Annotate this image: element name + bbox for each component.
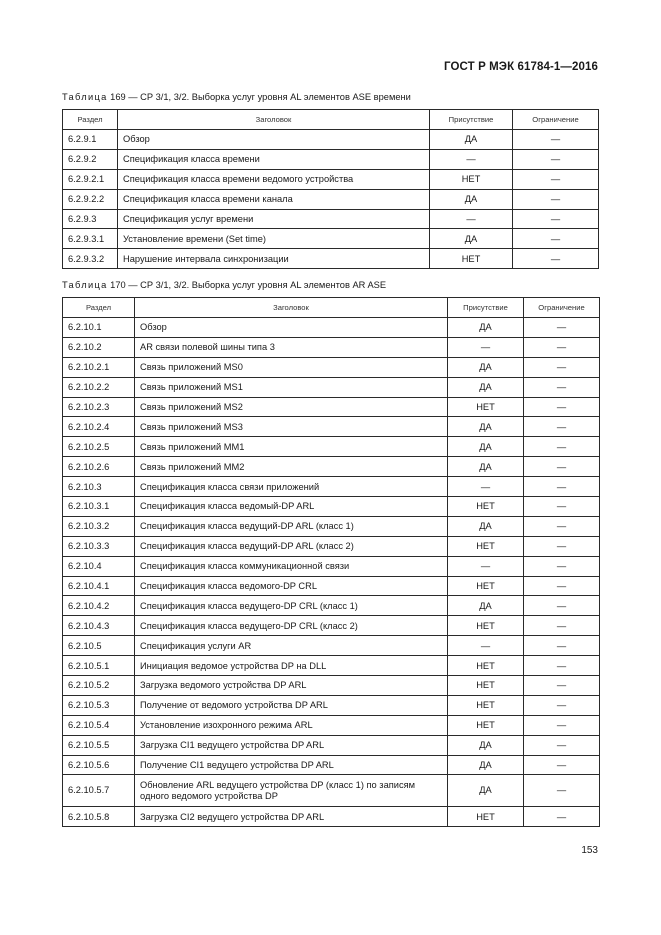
cell-presence: — bbox=[448, 556, 524, 576]
cell-restriction: — bbox=[524, 576, 600, 596]
cell-presence: ДА bbox=[430, 189, 513, 209]
cell-title: Установление изохронного режима ARL bbox=[135, 715, 448, 735]
table-row bbox=[63, 596, 600, 616]
cell-presence: ДА bbox=[448, 417, 524, 437]
table-169-caption bbox=[62, 92, 411, 102]
table-row bbox=[63, 437, 600, 457]
cell-restriction: — bbox=[524, 516, 600, 536]
cell-title: Спецификация класса времени ведомого устройства bbox=[118, 169, 430, 189]
cell-presence: НЕТ bbox=[448, 807, 524, 827]
cell-section: 6.2.9.2.1 bbox=[63, 169, 118, 189]
cell-presence: НЕТ bbox=[430, 249, 513, 269]
table-row bbox=[63, 169, 599, 189]
cell-title: Спецификация класса времени канала bbox=[118, 189, 430, 209]
table-row bbox=[63, 477, 600, 497]
cell-title: Спецификация услуг времени bbox=[118, 209, 430, 229]
cell-presence: ДА bbox=[448, 755, 524, 775]
table-row bbox=[63, 735, 600, 755]
cell-presence: ДА bbox=[448, 516, 524, 536]
table-169-caption-text: 169 — СР 3/1, 3/2. Выборка услуг уровня AL элементов ASE времени bbox=[107, 92, 411, 102]
cell-title: Спецификация класса ведущий-DP ARL (класс 1) bbox=[135, 516, 448, 536]
cell-restriction: — bbox=[513, 209, 599, 229]
table-169-body bbox=[63, 130, 599, 269]
cell-restriction: — bbox=[524, 318, 600, 338]
cell-title: Обзор bbox=[135, 318, 448, 338]
table-169 bbox=[62, 109, 599, 269]
cell-presence: НЕТ bbox=[448, 616, 524, 636]
table-170-caption-prefix: Таблица bbox=[62, 280, 108, 290]
cell-section: 6.2.10.2.6 bbox=[63, 457, 135, 477]
cell-presence: ДА bbox=[448, 775, 524, 807]
cell-restriction: — bbox=[524, 497, 600, 517]
cell-title: Инициация ведомое устройства DP на DLL bbox=[135, 656, 448, 676]
column-header-presence: Присутствие bbox=[430, 110, 513, 130]
table-row bbox=[63, 516, 600, 536]
cell-title: Спецификация класса ведомого-DP CRL bbox=[135, 576, 448, 596]
cell-presence: НЕТ bbox=[448, 676, 524, 696]
table-row bbox=[63, 556, 600, 576]
cell-section: 6.2.10.2.5 bbox=[63, 437, 135, 457]
cell-restriction: — bbox=[513, 130, 599, 150]
table-row bbox=[63, 636, 600, 656]
cell-restriction: — bbox=[524, 775, 600, 807]
table-row bbox=[63, 775, 600, 807]
table-row bbox=[63, 337, 600, 357]
table-169-caption-prefix: Таблица bbox=[62, 92, 108, 102]
table-row bbox=[63, 189, 599, 209]
cell-title: Установление времени (Set time) bbox=[118, 229, 430, 249]
cell-section: 6.2.10.3 bbox=[63, 477, 135, 497]
table-row bbox=[63, 807, 600, 827]
cell-restriction: — bbox=[524, 536, 600, 556]
cell-title: Спецификация класса ведущего-DP CRL (класс 1) bbox=[135, 596, 448, 616]
cell-title: Связь приложений MM1 bbox=[135, 437, 448, 457]
cell-section: 6.2.10.5.3 bbox=[63, 695, 135, 715]
cell-section: 6.2.10.4 bbox=[63, 556, 135, 576]
column-header-section: Раздел bbox=[63, 110, 118, 130]
column-header-restriction: Ограничение bbox=[524, 298, 600, 318]
cell-restriction: — bbox=[513, 249, 599, 269]
table-row bbox=[63, 497, 600, 517]
cell-title: Связь приложений MS1 bbox=[135, 377, 448, 397]
cell-presence: — bbox=[448, 477, 524, 497]
cell-section: 6.2.10.2.2 bbox=[63, 377, 135, 397]
cell-section: 6.2.10.5.8 bbox=[63, 807, 135, 827]
cell-presence: НЕТ bbox=[448, 715, 524, 735]
cell-section: 6.2.10.4.3 bbox=[63, 616, 135, 636]
table-row bbox=[63, 755, 600, 775]
cell-section: 6.2.9.3 bbox=[63, 209, 118, 229]
cell-title: Загрузка CI2 ведущего устройства DP ARL bbox=[135, 807, 448, 827]
cell-presence: — bbox=[430, 149, 513, 169]
cell-section: 6.2.9.2 bbox=[63, 149, 118, 169]
cell-title: Спецификация класса коммуникационной связи bbox=[135, 556, 448, 576]
cell-presence: НЕТ bbox=[448, 695, 524, 715]
cell-restriction: — bbox=[524, 656, 600, 676]
cell-presence: НЕТ bbox=[448, 397, 524, 417]
table-header-row bbox=[63, 298, 600, 318]
cell-presence: ДА bbox=[430, 229, 513, 249]
cell-title: Связь приложений MS2 bbox=[135, 397, 448, 417]
cell-presence: НЕТ bbox=[448, 497, 524, 517]
table-row bbox=[63, 149, 599, 169]
table-row bbox=[63, 576, 600, 596]
cell-section: 6.2.10.4.1 bbox=[63, 576, 135, 596]
cell-restriction: — bbox=[524, 676, 600, 696]
cell-restriction: — bbox=[524, 735, 600, 755]
cell-section: 6.2.10.5.5 bbox=[63, 735, 135, 755]
cell-title: Спецификация класса времени bbox=[118, 149, 430, 169]
cell-restriction: — bbox=[524, 616, 600, 636]
table-170-caption-text: 170 — СР 3/1, 3/2. Выборка услуг уровня AL элементов AR ASE bbox=[107, 280, 387, 290]
cell-section: 6.2.10.3.1 bbox=[63, 497, 135, 517]
column-header-title: Заголовок bbox=[118, 110, 430, 130]
cell-presence: НЕТ bbox=[448, 656, 524, 676]
cell-presence: ДА bbox=[448, 357, 524, 377]
cell-restriction: — bbox=[524, 357, 600, 377]
cell-title: Спецификация класса связи приложений bbox=[135, 477, 448, 497]
cell-restriction: — bbox=[513, 169, 599, 189]
column-header-title: Заголовок bbox=[135, 298, 448, 318]
cell-restriction: — bbox=[524, 596, 600, 616]
column-header-presence: Присутствие bbox=[448, 298, 524, 318]
cell-title: Нарушение интервала синхронизации bbox=[118, 249, 430, 269]
cell-section: 6.2.9.1 bbox=[63, 130, 118, 150]
cell-restriction: — bbox=[524, 715, 600, 735]
cell-title: Получение от ведомого устройства DP ARL bbox=[135, 695, 448, 715]
cell-restriction: — bbox=[524, 477, 600, 497]
cell-restriction: — bbox=[524, 755, 600, 775]
cell-section: 6.2.10.3.3 bbox=[63, 536, 135, 556]
cell-restriction: — bbox=[524, 556, 600, 576]
cell-title: Спецификация класса ведущий-DP ARL (класс 2) bbox=[135, 536, 448, 556]
cell-section: 6.2.10.5.1 bbox=[63, 656, 135, 676]
table-row bbox=[63, 229, 599, 249]
table-row bbox=[63, 130, 599, 150]
table-row bbox=[63, 417, 600, 437]
table-row bbox=[63, 616, 600, 636]
table-170-body bbox=[63, 318, 600, 827]
table-row bbox=[63, 536, 600, 556]
cell-title: Спецификация класса ведомый-DP ARL bbox=[135, 497, 448, 517]
cell-restriction: — bbox=[513, 229, 599, 249]
column-header-restriction: Ограничение bbox=[513, 110, 599, 130]
cell-restriction: — bbox=[524, 457, 600, 477]
table-row bbox=[63, 209, 599, 229]
cell-restriction: — bbox=[524, 377, 600, 397]
table-row bbox=[63, 318, 600, 338]
cell-restriction: — bbox=[513, 189, 599, 209]
cell-section: 6.2.10.5 bbox=[63, 636, 135, 656]
cell-presence: ДА bbox=[448, 318, 524, 338]
cell-title: Загрузка CI1 ведущего устройства DP ARL bbox=[135, 735, 448, 755]
table-row bbox=[63, 249, 599, 269]
cell-title: Получение CI1 ведущего устройства DP ARL bbox=[135, 755, 448, 775]
cell-section: 6.2.10.2.4 bbox=[63, 417, 135, 437]
cell-presence: ДА bbox=[448, 377, 524, 397]
cell-restriction: — bbox=[524, 807, 600, 827]
column-header-section: Раздел bbox=[63, 298, 135, 318]
cell-title: Связь приложений MS0 bbox=[135, 357, 448, 377]
cell-presence: — bbox=[448, 337, 524, 357]
cell-section: 6.2.10.4.2 bbox=[63, 596, 135, 616]
table-row bbox=[63, 676, 600, 696]
cell-section: 6.2.10.2.1 bbox=[63, 357, 135, 377]
cell-section: 6.2.10.5.4 bbox=[63, 715, 135, 735]
cell-section: 6.2.10.3.2 bbox=[63, 516, 135, 536]
cell-section: 6.2.10.5.6 bbox=[63, 755, 135, 775]
table-row bbox=[63, 695, 600, 715]
cell-restriction: — bbox=[524, 437, 600, 457]
table-header-row bbox=[63, 110, 599, 130]
table-row bbox=[63, 357, 600, 377]
cell-presence: ДА bbox=[448, 457, 524, 477]
cell-restriction: — bbox=[513, 149, 599, 169]
table-row bbox=[63, 457, 600, 477]
cell-presence: ДА bbox=[448, 735, 524, 755]
cell-title: Загрузка ведомого устройства DP ARL bbox=[135, 676, 448, 696]
cell-title: Спецификация класса ведущего-DP CRL (класс 2) bbox=[135, 616, 448, 636]
table-row bbox=[63, 715, 600, 735]
cell-restriction: — bbox=[524, 636, 600, 656]
cell-presence: НЕТ bbox=[448, 576, 524, 596]
cell-section: 6.2.9.3.2 bbox=[63, 249, 118, 269]
table-row bbox=[63, 656, 600, 676]
cell-section: 6.2.10.5.2 bbox=[63, 676, 135, 696]
cell-section: 6.2.10.1 bbox=[63, 318, 135, 338]
table-170-caption bbox=[62, 280, 386, 290]
cell-restriction: — bbox=[524, 397, 600, 417]
cell-presence: НЕТ bbox=[430, 169, 513, 189]
table-row bbox=[63, 377, 600, 397]
cell-title: Обновление ARL ведущего устройства DP (класс 1) по записям одного ведомого устройства DP bbox=[135, 775, 448, 807]
cell-presence: — bbox=[448, 636, 524, 656]
cell-section: 6.2.10.2.3 bbox=[63, 397, 135, 417]
cell-restriction: — bbox=[524, 695, 600, 715]
cell-section: 6.2.10.2 bbox=[63, 337, 135, 357]
cell-title: Спецификация услуги AR bbox=[135, 636, 448, 656]
cell-title: AR связи полевой шины типа 3 bbox=[135, 337, 448, 357]
cell-presence: — bbox=[430, 209, 513, 229]
table-row bbox=[63, 397, 600, 417]
cell-title: Обзор bbox=[118, 130, 430, 150]
page-number: 153 bbox=[581, 845, 598, 856]
cell-presence: ДА bbox=[448, 437, 524, 457]
cell-title: Связь приложений MS3 bbox=[135, 417, 448, 437]
cell-restriction: — bbox=[524, 417, 600, 437]
cell-title: Связь приложений MM2 bbox=[135, 457, 448, 477]
cell-presence: ДА bbox=[448, 596, 524, 616]
cell-section: 6.2.10.5.7 bbox=[63, 775, 135, 807]
cell-presence: ДА bbox=[430, 130, 513, 150]
cell-section: 6.2.9.2.2 bbox=[63, 189, 118, 209]
cell-section: 6.2.9.3.1 bbox=[63, 229, 118, 249]
cell-restriction: — bbox=[524, 337, 600, 357]
cell-presence: НЕТ bbox=[448, 536, 524, 556]
table-170 bbox=[62, 297, 600, 827]
document-header: ГОСТ Р МЭК 61784-1—2016 bbox=[444, 61, 598, 73]
